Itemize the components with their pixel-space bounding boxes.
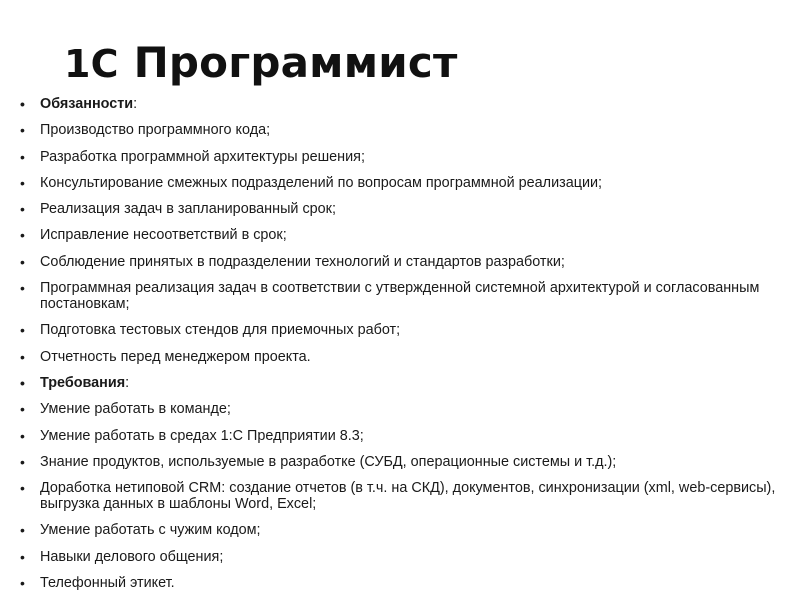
title-text: Программист — [133, 38, 458, 87]
bullet-list — [18, 96, 778, 600]
list-item: • Умение работать в команде; — [18, 401, 778, 417]
list-item: • Производство программного кода; — [18, 122, 778, 138]
list-item: • Программная реализация задач в соответствии с утвержденной системной архитектурой и согласованным постановкам; — [18, 280, 778, 312]
list-item: • Разработка программной архитектуры решения; — [18, 149, 778, 165]
list-item: • Подготовка тестовых стендов для приемочных работ; — [18, 322, 778, 338]
list-item: • Доработка нетиповой CRM: создание отчетов (в т.ч. на СКД), документов, синхронизации (xml, web-сервисы), выгрузка данных в шаблоны Word, Excel; — [18, 480, 778, 512]
list-item: • Отчетность перед менеджером проекта. — [18, 349, 778, 365]
slide-title — [64, 38, 458, 87]
list-item: • Навыки делового общения; — [18, 549, 778, 565]
list-item: • Умение работать с чужим кодом; — [18, 522, 778, 538]
list-item: • Умение работать в средах 1:С Предприятии 8.3; — [18, 428, 778, 444]
list-item: • Реализация задач в запланированный срок; — [18, 201, 778, 217]
list-item: • Соблюдение принятых в подразделении технологий и стандартов разработки; — [18, 254, 778, 270]
section-heading-requirements: • Требования: — [18, 375, 778, 391]
list-item: • Исправление несоответствий в срок; — [18, 227, 778, 243]
section-heading-duties: • Обязанности: — [18, 96, 778, 112]
title-prefix: 1С — [64, 42, 119, 86]
list-item: • Телефонный этикет. — [18, 575, 778, 591]
list-item: • Консультирование смежных подразделений по вопросам программной реализации; — [18, 175, 778, 191]
list-item: • Знание продуктов, используемые в разработке (СУБД, операционные системы и т.д.); — [18, 454, 778, 470]
